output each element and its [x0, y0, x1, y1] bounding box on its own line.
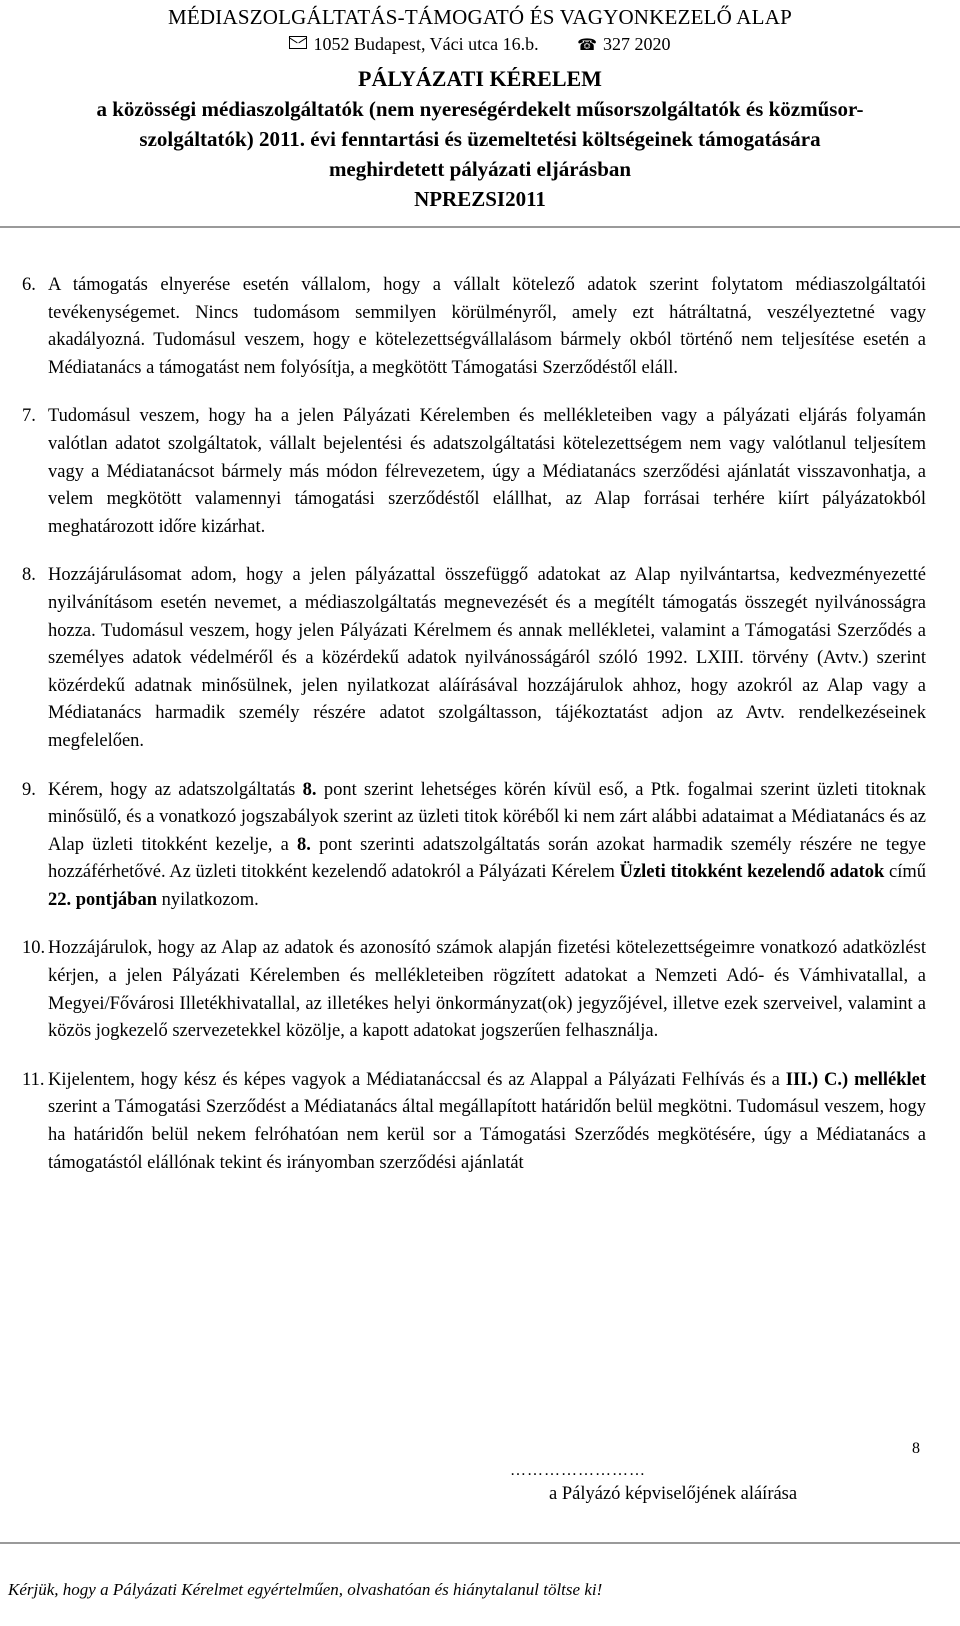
document-header	[0, 4, 960, 214]
item-text	[48, 403, 926, 541]
text-segment: pont szerint lehetséges körén kívül eső, a Ptk. fogalmai szerint üzleti titoknak minősülő, és a vonatkozó jogszabályok szerint az üzleti titok köréből ki nem zárt alábbi adataimat a Médiatanács és az Alap üzleti titokként kezelje, a	[48, 779, 927, 855]
item-number: 10.	[22, 938, 46, 959]
declaration-item	[22, 272, 926, 382]
text-segment: nyilatkozom.	[156, 889, 259, 910]
phone-icon: ☎	[577, 37, 598, 54]
application-title	[0, 64, 960, 214]
text-segment: Kijelentem, hogy kész és képes vagyok a Médiatanáccsal és az Alappal a Pályázati Felhívás és a	[48, 1069, 786, 1090]
bold-text: 8.	[302, 779, 317, 800]
phone-number: 327 2020	[603, 34, 671, 54]
contact-line	[0, 32, 960, 58]
item-text	[48, 935, 926, 1045]
organization-name: MÉDIASZOLGÁLTATÁS-TÁMOGATÓ ÉS VAGYONKEZELŐ ALAP	[168, 5, 792, 29]
footer-divider	[0, 1542, 960, 1544]
item-number: 7.	[22, 406, 36, 427]
text-segment: pont szerinti adatszolgáltatás során azokat harmadik személy részére ne tegye hozzáférhetővé. Az üzleti titokként kezelendő adatokról a Pályázati Kérelem	[48, 834, 926, 883]
item-text	[48, 1067, 926, 1177]
text-segment: Kérem, hogy az adatszolgáltatás	[48, 779, 303, 800]
declaration-item	[22, 1067, 926, 1177]
title-line: a közösségi médiaszolgáltatók (nem nyereségérdekelt műsorszolgáltatók és közműsor-	[96, 97, 864, 121]
declaration-item	[22, 562, 926, 755]
address-text: 1052 Budapest, Váci utca 16.b.	[313, 34, 539, 54]
item-number: 8.	[22, 565, 36, 586]
declaration-list	[22, 272, 926, 1198]
bold-text: 22. pontjában	[48, 889, 157, 910]
item-number: 6.	[22, 275, 36, 295]
footer-note: Kérjük, hogy a Pályázati Kérelmet egyértelműen, olvashatóan és hiánytalanul töltse ki!	[8, 1580, 603, 1599]
item-number: 9.	[22, 779, 36, 800]
signature-line: ……………………	[510, 1462, 646, 1479]
title-line: NPREZSI2011	[414, 187, 546, 211]
declaration-item	[22, 935, 926, 1045]
phone-info	[577, 34, 670, 54]
bold-text: III.) C.) melléklet	[785, 1069, 926, 1090]
header-divider	[0, 226, 960, 228]
text-segment: Hozzájárulásomat adom, hogy a jelen pályázattal összefüggő adatokat az Alap nyilvántartsa, kedvezményezetté nyilvánításom esetén nevemet, a médiaszolgáltatás megnevezését és a megítélt támogatás összegét nyilvánosságra hozza. Tudomásul veszem, hogy jelen Pályázati Kérelmem és annak mellékletei, valamint a Támogatási Szerződés a személyes adatok védelméről és a közérdekű adatok nyilvánosságáról szóló 1992. LXIII. törvény (Avtv.) szerint közérdekű adatnak minősülnek, jelen nyilatkozat aláírásával hozzájárulok ahhoz, hogy azokról az Alap vagy a Médiatanács harmadik személy részére adatot szolgáltasson, tájékoztatást adjon az Avtv. rendelkezéseinek megfelelően.	[48, 565, 926, 751]
item-number: 11.	[22, 1069, 45, 1090]
title-line: meghirdetett pályázati eljárásban	[328, 157, 632, 181]
item-text	[48, 562, 926, 755]
signature-label: a Pályázó képviselőjének aláírása	[549, 1484, 798, 1504]
envelope-icon	[289, 36, 307, 49]
text-segment: A támogatás elnyerése esetén vállalom, hogy a vállalt kötelező adatok szerint folytatom médiaszolgáltatói tevékenységemet. Nincs tudomásom semmilyen körülményről, amely ezt hátráltatná, veszélyeztetné vagy akadályozná. Tudomásul veszem, hogy e kötelezettségvállalásom bármely okból történő nem teljesítése esetén a Médiatanács a támogatást nem folyósítja, a megkötött Támogatási Szerződéstől eláll.	[48, 275, 926, 378]
text-segment: Hozzájárulok, hogy az Alap az adatok és azonosító számok alapján fizetési kötelezettségeimre vonatkozó adatközlést kérjen, a jelen Pályázati Kérelemben és mellékleteiben rögzített adatokat a Nemzeti Adó- és Vámhivatallal, a Megyei/Fővárosi Illetékhivatallal, az illetékes helyi önkormányzat(ok) jegyzőjével, illetve ezek szerveivel, valamint a közös jogkezelő szervezetekkel közölje, a kapott adatokat jogszerűen felhasználja.	[48, 938, 926, 1042]
text-segment: szerint a Támogatási Szerződést a Médiatanács által megállapított határidőn belül megkötni. Tudomásul veszem, hogy ha határidőn belül nekem felróhatóan nem kerül sor a Támogatási Szerződés megkötésére, úgy a Médiatanács a támogatástól elállónak tekint és irányomban szerződési ajánlatát	[48, 1097, 926, 1173]
bold-text: Üzleti titokként kezelendő adatok	[619, 862, 885, 883]
item-text	[48, 272, 926, 382]
text-segment: Tudomásul veszem, hogy ha a jelen Pályázati Kérelemben és mellékleteiben vagy a pályázati eljárás folyamán valótlan adatot szolgáltatok, vállalt bejelentési és adatszolgáltatási kötelezettségem nem vagy valótlanul teljesítem vagy a Médiatanácsot bármely más módon félrevezetem, úgy a Médiatanács szerződési ajánlatát visszavonhatja, a velem megkötött valamennyi támogatási szerződéstől elállhat, az Alap forrásai terhére kiírt pályázatokból meghatározott időre kizárhat.	[48, 406, 926, 537]
title-line: szolgáltatók) 2011. évi fenntartási és üzemeltetési költségeinek támogatására	[139, 127, 821, 151]
bold-text: 8.	[297, 834, 311, 855]
declaration-item	[22, 777, 926, 915]
page-number: 8	[912, 1440, 920, 1457]
item-text	[48, 777, 926, 915]
title-line: PÁLYÁZATI KÉRELEM	[358, 66, 602, 91]
declaration-item	[22, 403, 926, 541]
text-segment: című	[884, 862, 927, 883]
